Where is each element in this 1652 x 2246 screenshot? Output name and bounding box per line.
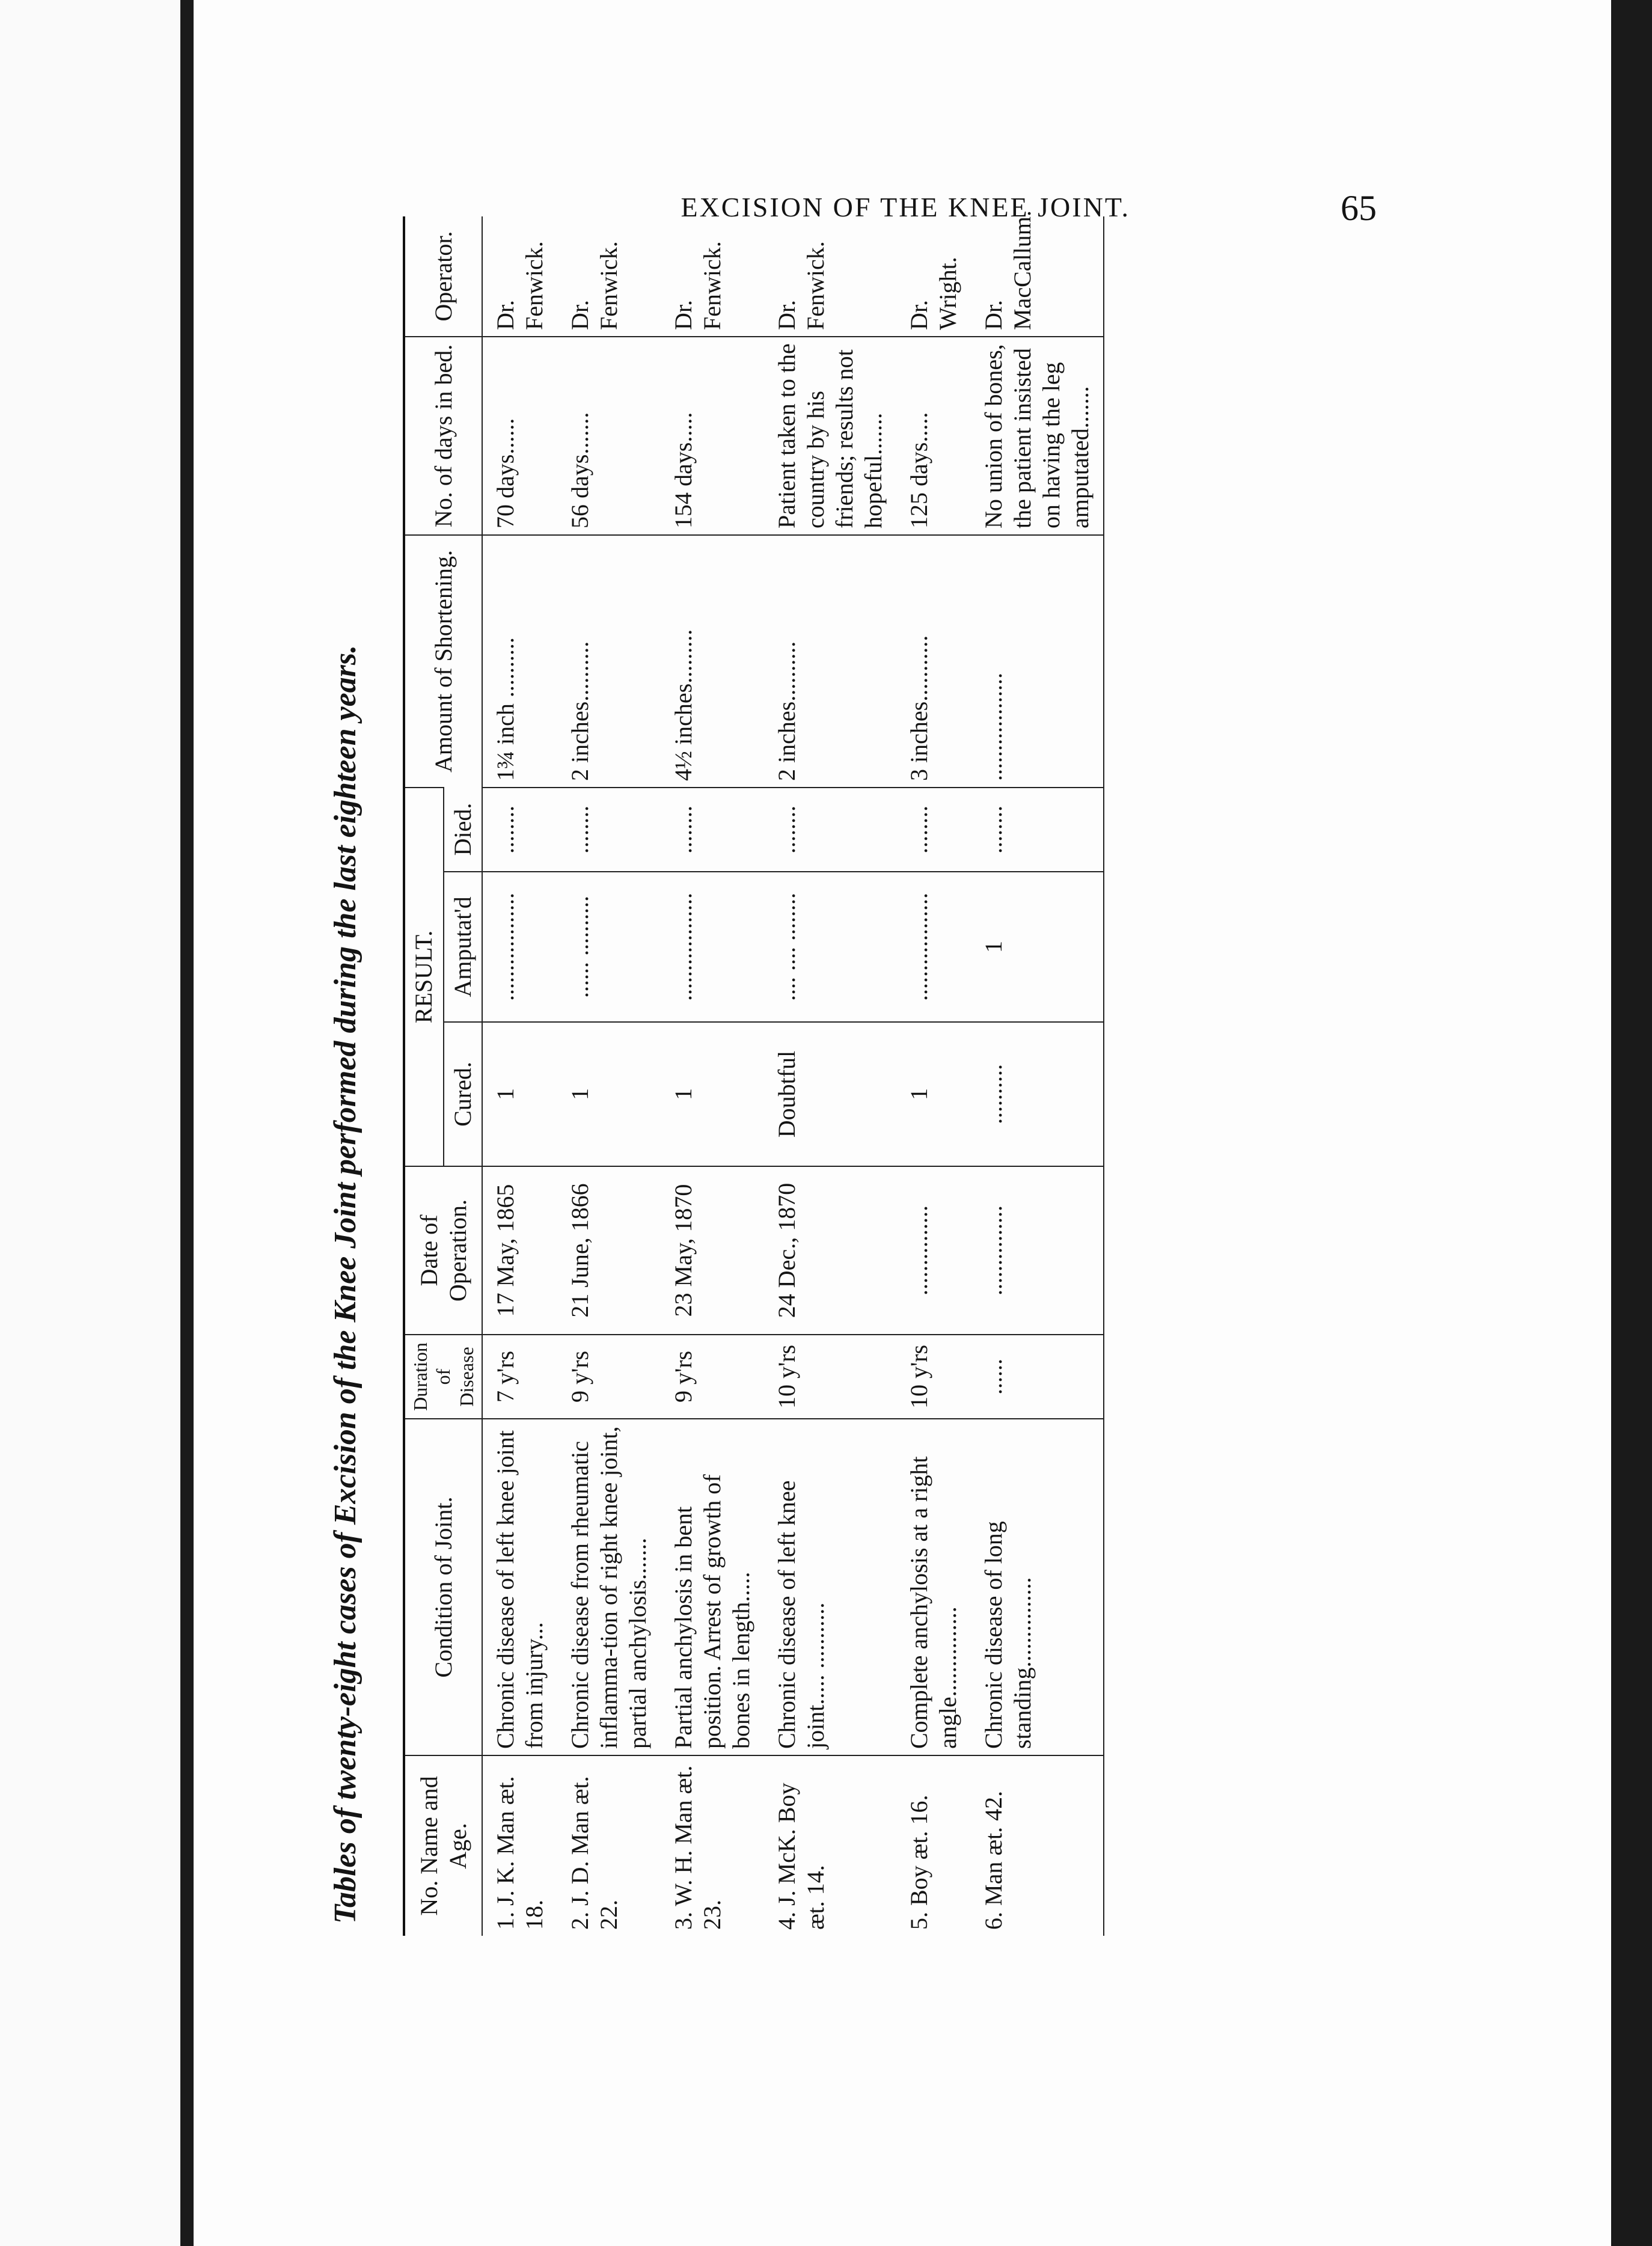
cell-cured: 1: [482, 1022, 557, 1166]
cell-duration: 9 y'rs: [557, 1335, 661, 1419]
cell-condition: Chronic disease from rheumatic inflamma-tion of right knee joint, partial anchylosis.......: [557, 1419, 661, 1755]
cell-duration: 7 y'rs: [482, 1335, 557, 1419]
header-died: Died.: [444, 788, 483, 872]
header-duration: Duration of Disease: [404, 1335, 482, 1419]
table-row: [661, 216, 764, 1936]
header-days-in-bed: No. of days in bed.: [404, 337, 482, 535]
table-row: [557, 216, 661, 1936]
cell-amputated: ...... ..........: [557, 872, 661, 1022]
cell-cured: 1: [661, 1022, 764, 1166]
cell-duration: ......: [971, 1335, 1104, 1419]
header-date: Date of Operation.: [404, 1166, 482, 1335]
cell-condition: Partial anchylosis in bent position. Arrest of growth of bones in length.....: [661, 1419, 764, 1755]
cell-shortening: 1¾ inch ..........: [482, 535, 557, 788]
cell-date: ...............: [971, 1166, 1104, 1335]
cell-duration: 10 y'rs: [896, 1335, 971, 1419]
cell-amputated: ..................: [482, 872, 557, 1022]
cell-date: 21 June, 1866: [557, 1166, 661, 1335]
cell-shortening: 2 inches..........: [557, 535, 661, 788]
cell-days-in-bed: No union of bones, the patient insisted on having the leg amputated.......: [971, 337, 1104, 535]
cell-no-name-age: 2. J. D. Man æt. 22.: [557, 1755, 661, 1936]
table-row: [764, 216, 896, 1936]
cell-died: ........: [971, 788, 1104, 872]
cell-amputated: 1: [971, 872, 1104, 1022]
cell-date: ...............: [896, 1166, 971, 1335]
book-gutter: [180, 0, 194, 2246]
scan-border: [1611, 0, 1652, 2246]
table-row: [482, 216, 557, 1936]
header-result: RESULT.: [404, 788, 444, 1166]
cell-cured: 1: [896, 1022, 971, 1166]
cell-cured: Doubtful: [764, 1022, 896, 1166]
cell-no-name-age: 4. J. McK. Boy æt. 14.: [764, 1755, 896, 1936]
cell-duration: 10 y'rs: [764, 1335, 896, 1419]
header-condition: Condition of Joint.: [404, 1419, 482, 1755]
cell-died: ........: [764, 788, 896, 872]
cell-days-in-bed: 56 days.......: [557, 337, 661, 535]
header-no-name-age: No. Name and Age.: [404, 1755, 482, 1936]
cell-died: ........: [482, 788, 557, 872]
cell-amputated: .... .... ........: [764, 872, 896, 1022]
cell-condition: Chronic disease of left knee joint..... ...........: [764, 1419, 896, 1755]
cell-amputated: ..................: [896, 872, 971, 1022]
cell-days-in-bed: Patient taken to the country by his friends; results not hopeful.......: [764, 337, 896, 535]
cell-date: 17 May, 1865: [482, 1166, 557, 1335]
cell-shortening: 2 inches..........: [764, 535, 896, 788]
cell-cured: 1: [557, 1022, 661, 1166]
cell-condition: Chronic disease of left knee joint from injury...: [482, 1419, 557, 1755]
cell-died: ........: [557, 788, 661, 872]
cell-cured: ..........: [971, 1022, 1104, 1166]
table-row: [971, 216, 1104, 1936]
table-caption: Tables of twenty-eight cases of Excision of the Knee Joint performed during the last eighteen years.: [328, 644, 363, 1924]
cell-died: ........: [896, 788, 971, 872]
cell-no-name-age: 3. W. H. Man æt. 23.: [661, 1755, 764, 1936]
table-row: [896, 216, 971, 1936]
cell-condition: Chronic disease of long standing...............: [971, 1419, 1104, 1755]
header-amputated: Amputat'd: [444, 872, 483, 1022]
cell-died: ........: [661, 788, 764, 872]
cases-table: [403, 210, 1104, 1936]
cell-shortening: ..................: [971, 535, 1104, 788]
cell-operator: Dr. Fenwick.: [566, 241, 623, 330]
cell-no-name-age: 1. J. K. Man æt. 18.: [482, 1755, 557, 1936]
cell-shortening: 3 inches...........: [896, 535, 971, 788]
cell-operator: Dr. MacCallum.: [971, 216, 1104, 337]
header-operator: Operator.: [404, 216, 482, 337]
cell-amputated: ..................: [661, 872, 764, 1022]
cell-days-in-bed: 154 days.....: [661, 337, 764, 535]
header-cured: Cured.: [444, 1022, 483, 1166]
cell-operator: Dr. Wright.: [905, 257, 962, 330]
header-shortening: Amount of Shortening.: [404, 535, 482, 788]
cell-shortening: 4½ inches.........: [661, 535, 764, 788]
cell-days-in-bed: 125 days.....: [896, 337, 971, 535]
cell-no-name-age: 5. Boy æt. 16.: [896, 1755, 971, 1936]
page-number: 65: [1341, 188, 1377, 228]
cell-operator: Dr. Fenwick.: [492, 241, 548, 330]
left-page-edge: [0, 0, 180, 2246]
rotated-table-block: [319, 210, 1395, 1936]
cell-days-in-bed: 70 days......: [482, 337, 557, 535]
running-title: EXCISION OF THE KNEE JOINT.: [681, 192, 1130, 222]
cell-operator: Dr. Fenwick.: [773, 241, 830, 330]
cell-condition: Complete anchylosis at a right angle...............: [896, 1419, 971, 1755]
cell-operator: Dr. Fenwick.: [670, 241, 726, 330]
cell-date: 23 May, 1870: [661, 1166, 764, 1335]
cell-duration: 9 y'rs: [661, 1335, 764, 1419]
cell-date: 24 Dec., 1870: [764, 1166, 896, 1335]
cell-no-name-age: 6. Man æt. 42.: [971, 1755, 1104, 1936]
